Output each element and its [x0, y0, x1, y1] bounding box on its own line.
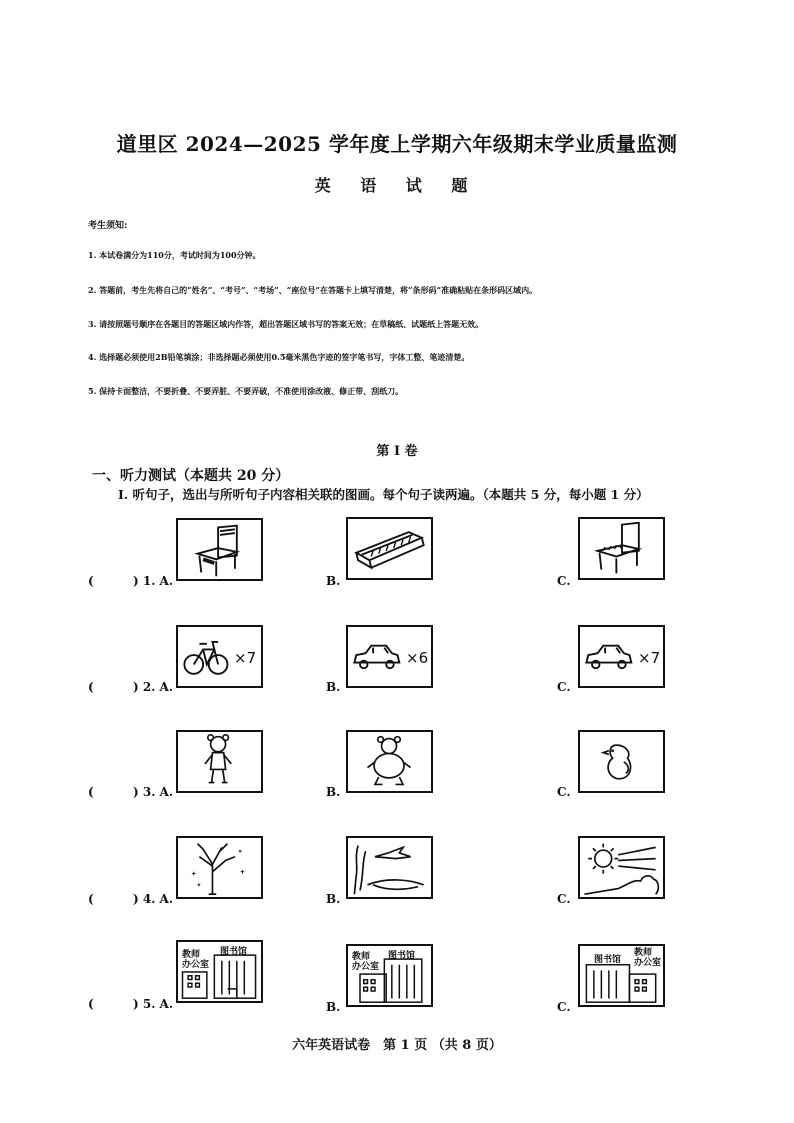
option-b-label: B. [326, 680, 341, 694]
option-b-label: B. [326, 785, 341, 799]
count-label: ×6 [406, 649, 429, 667]
answer-paren[interactable]: ( [88, 574, 94, 588]
buildings-picture-b[interactable] [346, 944, 433, 1007]
car-picture-c[interactable] [578, 625, 665, 688]
penguin-icon [580, 732, 663, 791]
option-b-label: B. [326, 892, 341, 906]
count-label: ×7 [234, 649, 257, 667]
chair-icon [178, 520, 261, 579]
exam-subtitle: 英 语 试 题 [314, 176, 480, 195]
section-instruction: I. 听句子，选出与所听句子内容相关联的图画。每个句子读两遍。（本题共 5 分，每小题 1 分） [118, 487, 649, 502]
page-footer: 六年英语试卷 第 1 页 （共 8 页） [292, 1038, 502, 1053]
answer-paren[interactable]: ( [88, 997, 94, 1011]
question-number: ) 5. A. [133, 997, 174, 1011]
library-label: 图书馆 [220, 947, 248, 957]
thin-bear-picture[interactable] [176, 730, 263, 793]
sun-icon [580, 838, 663, 897]
section-title: 一、听力测试（本题共 20 分） [92, 468, 290, 484]
answer-paren[interactable]: ( [88, 680, 94, 694]
penguin-picture[interactable] [578, 730, 665, 793]
library-label: 图书馆 [388, 951, 416, 961]
teacher-office-label: 教师 办公室 [352, 952, 380, 972]
fat-bear-icon [348, 732, 431, 791]
exam-title: 道里区 2024—2025 学年度上学期六年级期末学业质量监测 [116, 132, 678, 156]
chair-icon [580, 519, 663, 578]
option-c-label: C. [557, 1000, 571, 1014]
bird-icon [348, 838, 431, 897]
question-number: ) 1. A. [133, 574, 174, 588]
thin-bear-icon [178, 732, 261, 791]
option-b-label: B. [326, 574, 341, 588]
question-number: ) 2. A. [133, 680, 174, 694]
option-c-label: C. [557, 680, 571, 694]
car-picture[interactable] [346, 625, 433, 688]
fat-bear-picture[interactable] [346, 730, 433, 793]
notice-item-3: 3. 请按照题号顺序在各题目的答题区域内作答，超出答题区域书写的答案无效；在草稿纸、试题纸上答题无效。 [88, 319, 484, 329]
volume-label: 第 I 卷 [376, 444, 418, 459]
answer-paren[interactable]: ( [88, 785, 94, 799]
option-c-label: C. [557, 785, 571, 799]
chair-picture[interactable] [176, 518, 263, 581]
answer-paren[interactable]: ( [88, 892, 94, 906]
teacher-office-label: 教师 办公室 [182, 950, 210, 970]
buildings-picture-a[interactable] [176, 940, 263, 1003]
winter-tree-picture[interactable] [176, 836, 263, 899]
notice-item-1: 1. 本试卷满分为110分，考试时间为100分钟。 [88, 250, 261, 260]
pencil-box-icon [348, 519, 431, 578]
notice-item-4: 4. 选择题必须使用2B铅笔填涂；非选择题必须使用0.5毫米黑色字迹的签字笔书写，字体工整、笔迹清楚。 [88, 352, 470, 362]
library-label: 图书馆 [594, 955, 622, 965]
notice-heading: 考生须知: [88, 221, 128, 231]
option-c-label: C. [557, 892, 571, 906]
notice-item-5: 5. 保持卡面整洁，不要折叠、不要弄脏、不要弄破，不准使用涂改液、修正带、刮纸刀。 [88, 386, 404, 396]
question-number: ) 3. A. [133, 785, 174, 799]
buildings-picture-c[interactable] [578, 944, 665, 1007]
sunny-picture[interactable] [578, 836, 665, 899]
notice-item-2: 2. 答题前，考生先将自己的“姓名”、“考号”、“考场”、“座位号”在答题卡上填写清楚，将“条形码”准确粘贴在条形码区域内。 [88, 285, 538, 295]
teacher-office-label: 教师 办公室 [634, 948, 662, 968]
question-number: ) 4. A. [133, 892, 174, 906]
bare-tree-icon [178, 838, 261, 897]
count-label: ×7 [638, 649, 661, 667]
option-c-label: C. [557, 574, 571, 588]
option-b-label: B. [326, 1000, 341, 1014]
chair-picture-c[interactable] [578, 517, 665, 580]
bird-lake-picture[interactable] [346, 836, 433, 899]
pencil-box-picture[interactable] [346, 517, 433, 580]
bike-picture[interactable] [176, 625, 263, 688]
